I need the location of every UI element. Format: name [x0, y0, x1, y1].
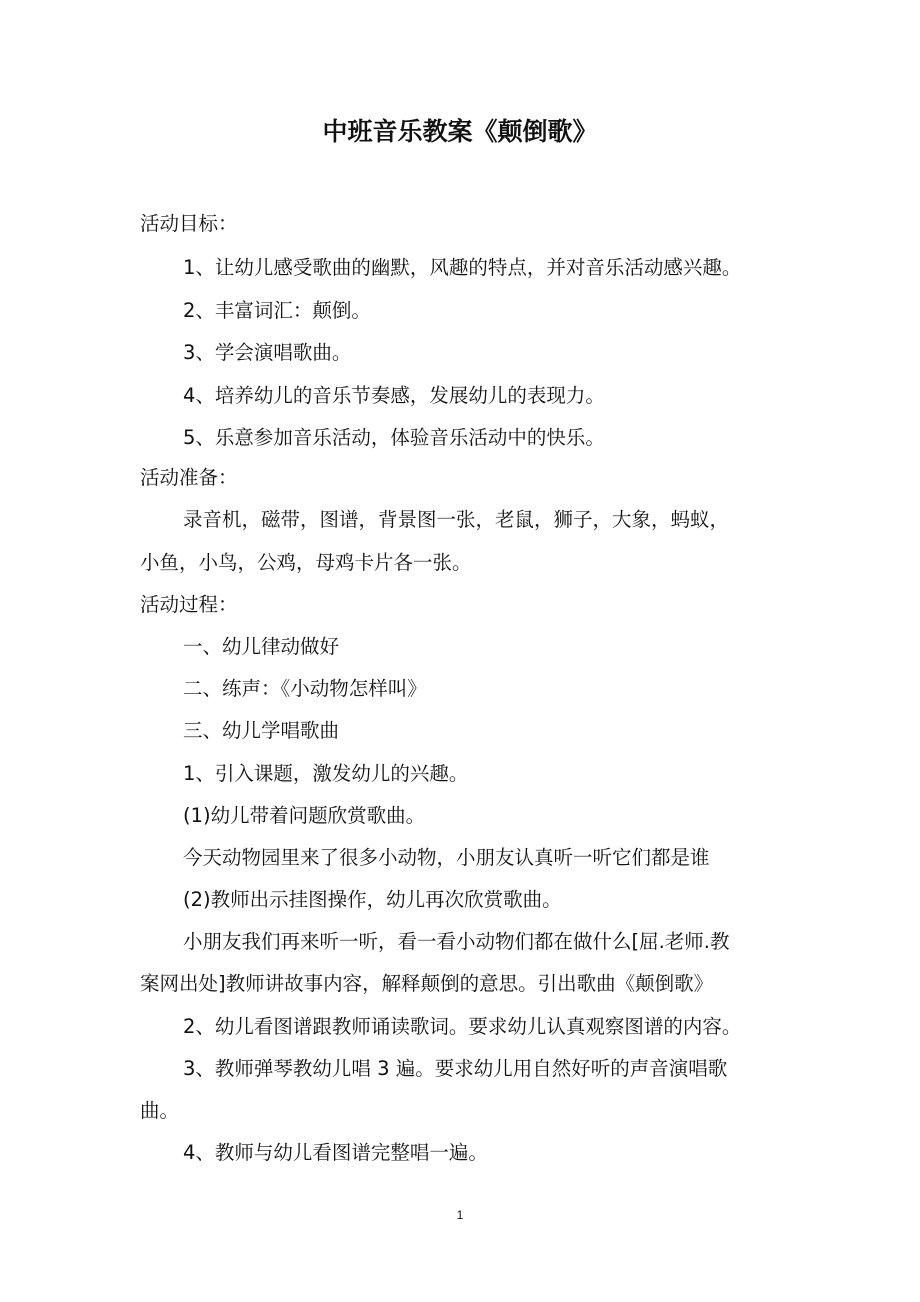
process-sub-3-line-1: 3、教师弹琴教幼儿唱 3 遍。要求幼儿用自然好听的声音演唱歌	[183, 1057, 728, 1080]
goal-item-4: 4、培养幼儿的音乐节奏感，发展幼儿的表现力。	[183, 384, 605, 407]
goal-item-2: 2、丰富词汇：颠倒。	[183, 299, 371, 322]
page-number: 1	[456, 1208, 464, 1222]
process-sub-1: 1、引入课题，激发幼儿的兴趣。	[183, 762, 469, 785]
page-title: 中班音乐教案《颠倒歌》	[322, 117, 598, 146]
process-sub-4: 4、教师与幼儿看图谱完整唱一遍。	[183, 1141, 488, 1164]
process-step-1: 一、幼儿律动做好	[183, 635, 340, 658]
process-sub-1b-text-2: 案网出处]教师讲故事内容，解释颠倒的意思。引出歌曲《颠倒歌》	[140, 972, 714, 995]
process-sub-3-line-2: 曲。	[140, 1099, 180, 1122]
process-sub-1a-text: 今天动物园里来了很多小动物，小朋友认真听一听它们都是谁	[183, 846, 710, 869]
goal-item-3: 3、学会演唱歌曲。	[183, 341, 352, 364]
goal-item-1: 1、让幼儿感受歌曲的幽默，风趣的特点，并对音乐活动感兴趣。	[183, 256, 742, 279]
goal-item-5: 5、乐意参加音乐活动，体验音乐活动中的快乐。	[183, 426, 605, 449]
process-step-3: 三、幼儿学唱歌曲	[183, 719, 340, 742]
preparation-line-1: 录音机，磁带，图谱，背景图一张，老鼠，狮子，大象，蚂蚁，	[183, 508, 730, 531]
process-sub-2: 2、幼儿看图谱跟教师诵读歌词。要求幼儿认真观察图谱的内容。	[183, 1015, 742, 1038]
preparation-line-2: 小鱼，小鸟，公鸡，母鸡卡片各一张。	[140, 551, 472, 574]
process-heading: 活动过程：	[140, 593, 238, 616]
process-step-2: 二、练声：《小动物怎样叫》	[183, 677, 427, 700]
process-sub-1b-text-1: 小朋友我们再来听一听，看一看小动物们都在做什么[屈.老师.教	[183, 930, 730, 953]
process-sub-1b: (2)教师出示挂图操作，幼儿再次欣赏歌曲。	[183, 888, 562, 911]
process-sub-1a: (1)幼儿带着问题欣赏歌曲。	[183, 804, 426, 827]
goals-heading: 活动目标：	[140, 212, 238, 235]
preparation-heading: 活动准备：	[140, 466, 238, 489]
